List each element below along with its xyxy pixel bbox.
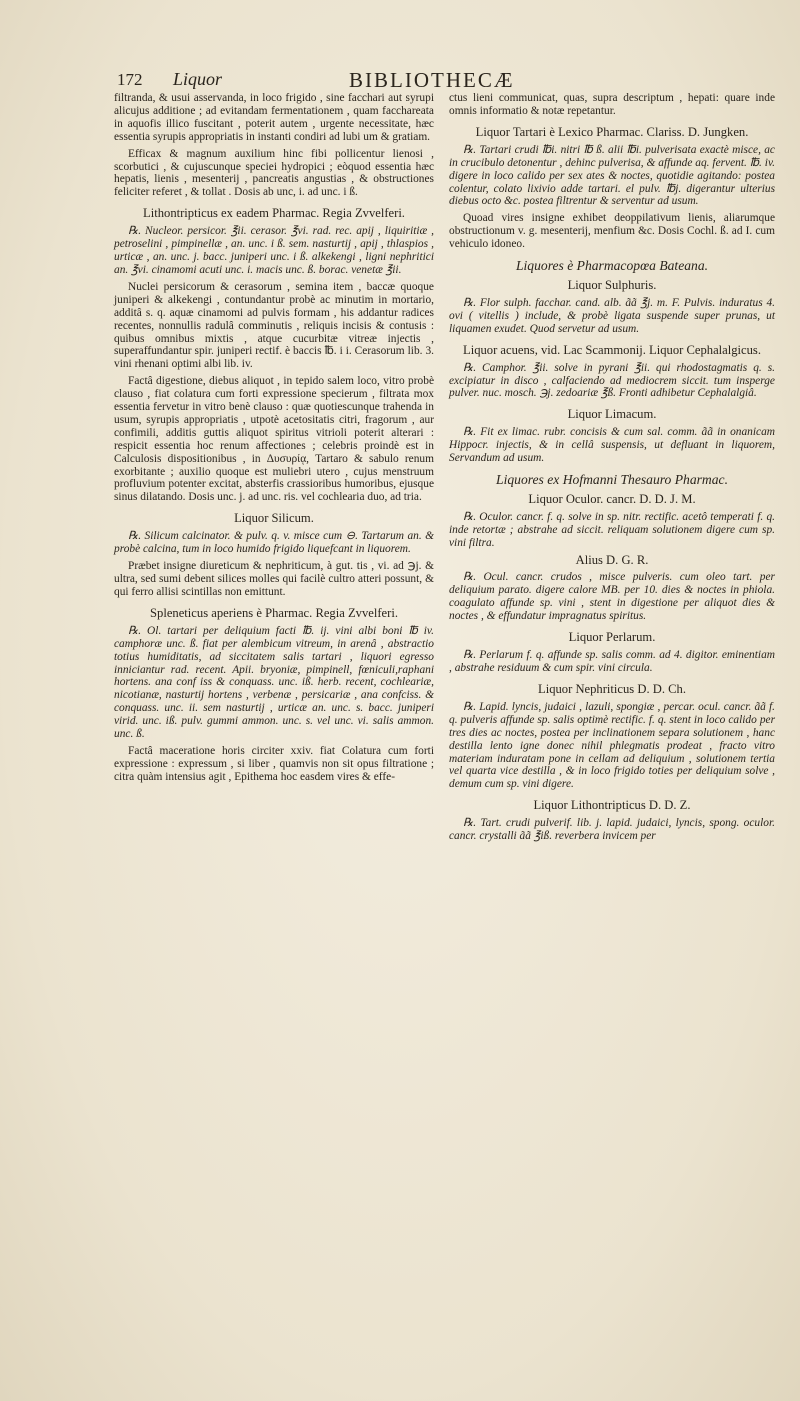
paragraph: Factâ digestione, diebus aliquot , in tepido salem loco, vitro probè clauso , fiat colatura cum forti expressione specierum , filtrata mox essentia fervetur in vitro benè clauso : quæ quotiescunque trahenda in usum, syrupis appropriatis , utpotè acetositatis citri, fragorum , aur confimili, additis guttis aliquot spiritus vitrioli poterit alterari : respicit essentia hoc renum affectiones ; celebris proindè est in Calculosis dispositionibus , in Δυσυρίᾳ, Tartaro & sabulo renum exorbitante ; auxilio quoque est muliebri utero , cujus menstruum profluvium potenter excitat, absterfis crassioribus humoribus, ejusque sinus dilatando. Dosis unc. j. ad unc. ris. vel cochlearia duo, ad tria.	[114, 375, 434, 504]
paragraph: filtranda, & usui asservanda, in loco frigido , sine facchari aut syrupi alicujus additione ; ad evitandam fermentationem , quam facchareata in aquofis illico fuscitant , poterit autem , urgente necessitate, hæc essentia syrupis appropriatis in instanti condiri ad lubi um & gratiam.	[114, 92, 434, 143]
recipe-heading: Alius D. G. R.	[575, 552, 649, 567]
recipe-heading: Liquor Sulphuris.	[567, 277, 657, 292]
recipe-text: ℞. Tart. crudi pulverif. lib. j. lapid. judaici, lyncis, spong. oculor. cancr. crystalli ãã ℥iß. reverbera invicem per	[449, 817, 775, 843]
recipe-heading: Lithontripticus ex eadem Pharmac. Regia Zvvelferi.	[143, 206, 405, 221]
recipe-text: ℞. Silicum calcinator. & pulv. q. v. misce cum ⊖. Tartarum an. & probè calcina, tum in loco humido frigido liquefcant in liquorem.	[114, 530, 434, 556]
paragraph: Nuclei persicorum & cerasorum , semina item , baccæ quoque juniperi & alkekengi , contundantur probè ac minutim in mortario, additâ s. q. aquæ cinamomi ad pulvis formam , his addantur radices recentes, nonnullis radulâ comminutis , reliquis incisis & contusis : quibus omnibus mixtis , atque cucurbitæ vitreæ injectis , superaffundantur spir. juniperi rectif. è baccis ℔. i i. Cerasorum lib. 3. vini rhenani optimi albi lib. iv.	[114, 280, 434, 371]
page-number: 172	[117, 70, 143, 89]
recipe-text: ℞. Lapid. lyncis, judaici , lazuli, spongiæ , percar. ocul. cancr. ãã f. q. pulveris affunde sp. salis optimè rectific. f. q. stent in loco calido per tres dies ac noctes, postea per inclinationem separa solutionem , hanc destilla lento igne donec nihil phlegmatis prodeat , fracto vitro materiam induratam pone in cellam ad deliquium , solutionem tertia vel quarta vice destilla , & in loco frigido toties per deliquium solve , demum cum sp. vini digere.	[449, 700, 775, 791]
recipe-heading: Liquor Tartari è Lexico Pharmac. Clariss. D. Jungken.	[475, 124, 749, 139]
recipe-heading: Liquor Oculor. cancr. D. D. J. M.	[528, 491, 696, 506]
recipe-text: ℞. Flor sulph. facchar. cand. alb. ãã ℥j. m. F. Pulvis. induratus 4. ovi ( vitellis ) include, & probè ligata suspende super prunas, ut liquamen exudet. Quod servetur ad usum.	[449, 296, 775, 335]
recipe-text: ℞. Ocul. cancr. crudos , misce pulveris. cum oleo tart. per deliquium parato. digere calore MB. per 10. dies & noctes in phiola. coagulato affunde sp. vini , stent in digestione per aliquot dies & noctes , & effundatur impragnatus spiritus.	[449, 571, 775, 623]
paragraph: ctus lieni communicat, quas, supra descriptum , hepati: quare inde omnis informatio & notæ repetantur.	[449, 92, 775, 117]
page-header	[117, 68, 750, 92]
recipe-text: ℞. Ol. tartari per deliquium facti ℔. ij. vini albi boni ℔ iv. camphoræ unc. ß. fiat per alembicum vitreum, in arenâ , abstractio totius humiditatis, ad siccitatem salis tartari , liquori egresso inniciantur rad. recent. Apii. bryoniæ, pimpinell, fœniculi,raphani hortens. ana conf iss & conquass. unc. iß. herb. recent, cochleariæ, nicotianæ, nasturtij hortens , verbenæ , persicariæ , ana confciss. & conquass. unc. ii. sem nasturtij , urticæ an. unc. s. bacc. juniperi virid. unc. iß. pulv. gummi ammon. unc. s. vel unc. vi. salis ammon. unc. ß.	[114, 624, 434, 741]
recipe-heading: Liquor Lithontripticus D. D. Z.	[533, 798, 691, 813]
section-heading: Liquores è Pharmacopœa Bateana.	[515, 258, 709, 274]
recipe-text: ℞. Fit ex limac. rubr. concisis & cum sal. comm. ãã in onanicam Hippocr. injectis, & in cellâ suspensis, ut defluant in liquorem, Servandum ad usum.	[449, 426, 775, 465]
recipe-text: ℞. Camphor. ℥ii. solve in pyrani ℥ii. qui rhodostagmatis q. s. excipiatur in disco , calfaciendo ad mediocrem siccit. tum insperge pulver. nuc. mosch. ℈j. zedoariæ ℥ß. Fronti adhibetur Cephalalgiâ.	[449, 361, 775, 400]
recipe-text: ℞. Tartari crudi ℔i. nitri ℔ ß. alii ℔i. pulverisata exactè misce, ac in crucibulo detonentur , dehinc pulverisa, & affunde aq. fervent. ℔. iv. digere in loco calido per sex ates & noctes, quotidie agitando: postea colentur, colato lixivio adde tartari. el pulv. ℔j. digerantur ulterius diebus octo &c. postea filtrentur & serventur ad usum.	[449, 143, 775, 208]
recipe-text: ℞. Oculor. cancr. f. q. solve in sp. nitr. rectific. acetô temperati f. q. inde retortæ ; abstrahe ad siccit. reliquam solutionem digere cum sp. vini filtra.	[449, 510, 775, 549]
right-column	[449, 92, 775, 847]
section-title: BIBLIOTHECÆ	[349, 68, 515, 92]
recipe-text: ℞. Perlarum f. q. affunde sp. salis comm. ad 4. digitor. eminentiam , abstrahe residuum & cum spir. vini circula.	[449, 649, 775, 674]
paragraph: Quoad vires insigne exhibet deoppilativum lienis, aliarumque obstructionum v. g. mesenterij, menfium &c. Dosis Cochl. ß. ad I. cum vehiculo idoneo.	[449, 212, 775, 251]
recipe-heading: Spleneticus aperiens è Pharmac. Regia Zvvelferi.	[150, 605, 398, 620]
paragraph: Factâ maceratione horis circiter xxiv. fiat Colatura cum forti expressione : expressum , si liber , quamvis non sit opus filtratione ; citra quàm intensius agit , Epithema hoc easdem vires & effe-	[114, 744, 434, 783]
running-head: Liquor	[173, 69, 223, 89]
recipe-heading: Liquor Nephriticus D. D. Ch.	[538, 681, 686, 696]
recipe-heading: Liquor Silicum.	[234, 511, 314, 526]
recipe-heading: Liquor acuens, vid. Lac Scammonij. Liquor Cephalalgicus.	[463, 342, 761, 357]
recipe-heading: Liquor Limacum.	[567, 407, 657, 422]
recipe-heading: Liquor Perlarum.	[568, 630, 656, 645]
paragraph: Præbet insigne diureticum & nephriticum, à gut. tis , vi. ad ℈j. & ultra, sed sumi debent silices molles qui facilè cultro atteri possunt, & qui ferro allisi scintillas non emittunt.	[114, 560, 434, 598]
section-heading: Liquores ex Hofmanni Thesauro Pharmac.	[496, 472, 728, 488]
left-column	[114, 92, 434, 788]
recipe-text: ℞. Nucleor. persicor. ℥ii. cerasor. ℥vi. rad. rec. apij , liquiritiæ , petroselini , pimpinellæ , an. unc. i ß. sem. nasturtij , apij , thlaspios , urticæ , an. unc. j. bacc. juniperi unc. i ß. alkekengi , ligni nephritici an. ℥vi. cinamomi acuti unc. i. macis unc. ß. borac. venetæ ℥ii.	[114, 225, 434, 276]
paragraph: Efficax & magnum auxilium hinc fibi pollicentur lienosi , scorbutici , & cujuscunque speciei hydropici ; eòquod essentia hæc hepatis, lienis , mesenterij , pancreatis angustias , & obstructiones feliciter referet , & tollat . Dosis ab unc, i. ad unc. i ß.	[114, 147, 434, 199]
